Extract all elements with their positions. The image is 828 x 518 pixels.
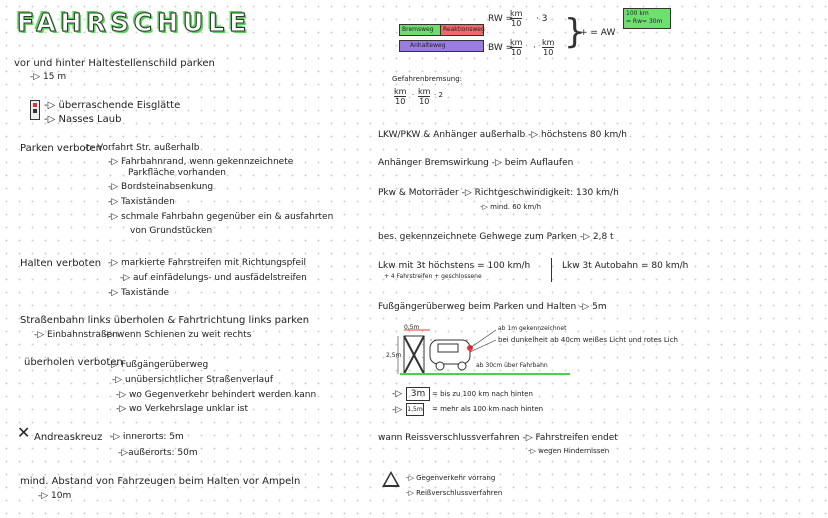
speed-note-line2: = Rw= 30m [626, 18, 663, 25]
haltestelle-heading: vor und hinter Haltestellenschild parken [14, 58, 215, 69]
einbahnstrassen-item: -▷ Einbahnstraßen [34, 330, 118, 340]
bw-fraction-2: $\frac{km}{10}$ [542, 38, 555, 57]
bw-fraction-1: $\frac{km}{10}$ [510, 38, 523, 57]
text-15m: = mehr als 100 km nach hinten [432, 405, 544, 413]
rw-times-three: · 3 [536, 14, 548, 24]
diagram-label-2: bei dunkelheit ab 40cm weißes Licht und rotes Lich [498, 336, 678, 344]
gegenverkehr-line: -▷ Gegenverkehr vorrang [406, 474, 496, 482]
diagram-label-5: ab 30cm über Fahrbahn [476, 362, 548, 369]
parken-item-5: -▷ Taxiständen [108, 197, 175, 207]
parken-item-3: Parkfläche vorhanden [128, 168, 226, 178]
gef-times-two: · 2 [434, 91, 443, 99]
speed-note-line1: 100 km [626, 10, 649, 17]
arrow-15m: -▷ [392, 405, 403, 415]
lkw-3t-note: + 4 Fahrstreifen + geschlossene [384, 273, 482, 280]
halten-item-1: -▷ markierte Fahrstreifen mit Richtungspfeil [108, 258, 307, 268]
abstand-ampel-heading: mind. Abstand von Fahrzeugen beim Halten vor Ampeln [20, 476, 301, 487]
text-3m: = bis zu 100 km nach hinten [432, 390, 533, 398]
warning-triangle-icon [382, 471, 400, 487]
eisglaette-item: -▷ überraschende Eisglätte [44, 100, 181, 111]
parken-item-1: -▷ Vorfahrt Str. außerhalb [84, 143, 200, 153]
diagram-label-3: 0,5m [404, 324, 420, 331]
nasses-laub-item: -▷ Nasses Laub [44, 114, 122, 125]
gehwege-parken-line: bes. gekennzeichnete Gehwege zum Parken -▷ 2,8 t [378, 232, 614, 242]
box-3m: 3m [406, 387, 430, 401]
halten-item-2: -▷ auf einfädelungs- und ausfädelstreifen [120, 273, 307, 283]
bremsweg-bar: Bremsweg [399, 24, 441, 36]
gef-fraction-1: $\frac{km}{10}$ [394, 87, 407, 106]
arrow-3m: -▷ [392, 389, 403, 399]
gef-fraction-2: $\frac{km}{10}$ [418, 87, 431, 106]
reissverschluss-verfahren-line: -▷ Reißverschlussverfahren [406, 489, 503, 497]
anhalteweg-bar: Anhalteweg [399, 40, 484, 52]
rw-fraction: $\frac{km}{10}$ [510, 9, 523, 28]
ueberholen-heading: überholen verboten [24, 357, 123, 368]
halten-verboten-heading: Halten verboten [20, 258, 102, 269]
fussgaenger-line: Fußgängerüberweg beim Parken und Halten -▷ 5m [378, 302, 607, 312]
haltestelle-distance: -▷ 15 m [30, 72, 67, 82]
ueberholen-item-2: -▷ unübersichtlicher Straßenverlauf [112, 375, 274, 385]
lkw-3t-line: Lkw mit 3t höchstens = 100 km/h [378, 261, 531, 271]
lkw-autobahn-line: Lkw 3t Autobahn = 80 km/h [562, 261, 689, 271]
parken-verboten-heading: Parken verboten [20, 143, 102, 154]
strassenbahn-heading: Straßenbahn links überholen & Fahrtrichtung links parken [20, 315, 310, 326]
brace-icon: } [564, 12, 586, 52]
abstand-ampel-distance: -▷ 10m [38, 491, 72, 501]
box-15m: 1,5m [406, 403, 424, 416]
diagram-label-4: 2,5m [386, 352, 402, 359]
anhalteweg-formula: + = AW [580, 28, 616, 38]
ueberholen-item-3: -▷ wo Gegenverkehr behindert werden kann [116, 390, 317, 400]
andreaskreuz-innerorts: -▷ innerorts: 5m [110, 432, 184, 442]
bw-label: BW = [488, 43, 514, 53]
halten-item-3: -▷ Taxistände [108, 288, 170, 298]
pkw-min-speed-line: -▷ mind. 60 km/h [480, 203, 542, 211]
lkw-anhaenger-line: LKW/PKW & Anhänger außerhalb -▷ höchstens 80 km/h [378, 130, 627, 140]
rw-label: RW = [488, 14, 514, 24]
ueberholen-item-1: -▷ Fußgängerüberweg [108, 360, 209, 370]
reissverschluss-sub: -▷ wegen Hindernissen [528, 447, 610, 455]
schienen-item: -▷ wenn Schienen zu weit rechts [104, 330, 252, 340]
andreaskreuz-icon: ✕ [17, 423, 31, 442]
pkw-motorraeder-line: Pkw & Motorräder -▷ Richtgeschwindigkeit: 130 km/h [378, 188, 619, 198]
parken-item-7: von Grundstücken [130, 226, 213, 236]
gef-dot: · [412, 91, 415, 99]
diagram-label-1: ab 1m gekennzeichnet [498, 325, 567, 332]
ueberholen-item-4: -▷ wo Verkehrslage unklar ist [116, 404, 249, 414]
andreaskreuz-heading: Andreaskreuz [34, 432, 103, 443]
parken-item-2: -▷ Fahrbahnrand, wenn gekennzeichnete [108, 157, 294, 167]
parken-item-4: -▷ Bordsteinabsenkung [108, 182, 214, 192]
andreaskreuz-ausserorts: -▷außerorts: 50m [118, 448, 198, 458]
parken-item-6: -▷ schmale Fahrbahn gegenüber ein & ausfahrten [108, 212, 334, 222]
gefahrenbremsung-label: Gefahrenbremsung: [392, 75, 463, 83]
reissverschluss-line: wann Reissverschlussverfahren -▷ Fahrstreifen endet [378, 433, 618, 443]
bw-dot: · [533, 43, 536, 53]
page-title: FAHRSCHULE [17, 8, 252, 37]
reaktionsweg-bar: Reaktionsweg [440, 24, 484, 36]
anhaenger-bremswirkung-line: Anhänger Bremswirkung -▷ beim Auflaufen [378, 158, 574, 168]
